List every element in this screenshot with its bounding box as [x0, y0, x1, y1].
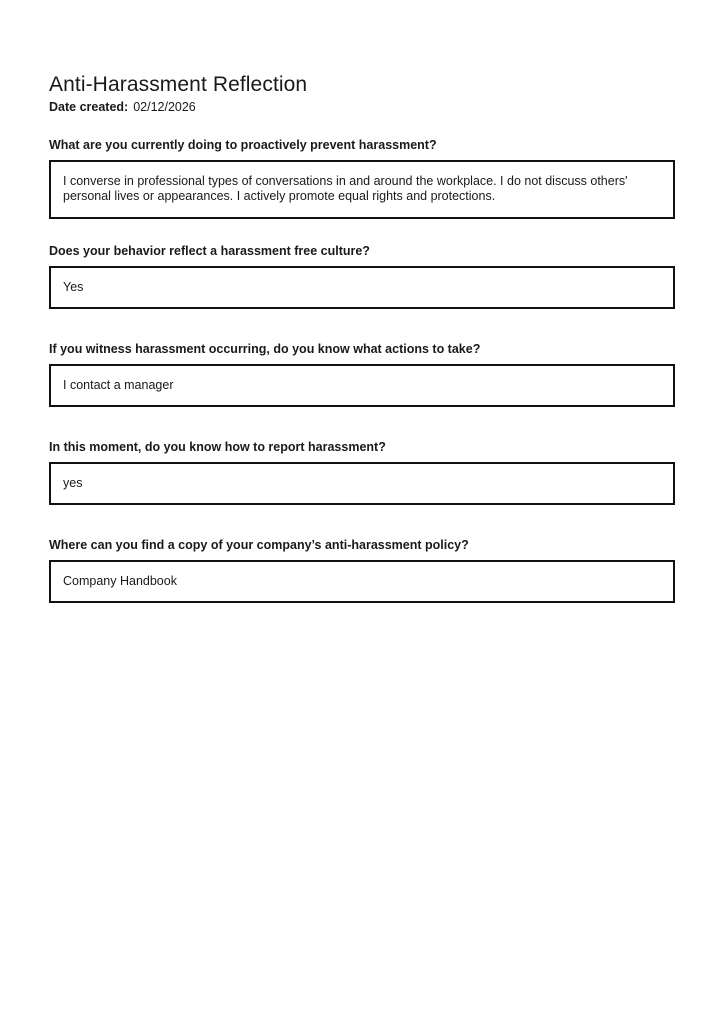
document-page — [49, 73, 675, 603]
question-label: If you witness harassment occurring, do you know what actions to take? — [49, 342, 481, 356]
question-label: Does your behavior reflect a harassment free culture? — [49, 244, 370, 258]
answer-field[interactable]: Company Handbook — [49, 560, 675, 603]
spacer — [49, 505, 675, 537]
spacer — [49, 309, 675, 341]
date-created-label: Date created: — [49, 100, 129, 114]
questions-list — [49, 137, 675, 603]
answer-field[interactable]: I converse in professional types of conversations in and around the workplace. I do not discuss others' personal lives or appearances. I actively promote equal rights and protections. — [49, 160, 675, 219]
question-block — [49, 243, 675, 309]
answer-field[interactable]: I contact a manager — [49, 364, 675, 407]
date-created-row — [49, 99, 675, 115]
answer-field[interactable]: yes — [49, 462, 675, 505]
question-label: Where can you find a copy of your company’s anti-harassment policy? — [49, 538, 469, 552]
page-title: Anti-Harassment Reflection — [49, 73, 308, 96]
date-created-value: 02/12/2026 — [133, 100, 196, 114]
answer-field[interactable]: Yes — [49, 266, 675, 309]
question-block — [49, 439, 675, 505]
spacer — [49, 219, 675, 243]
question-label: What are you currently doing to proactively prevent harassment? — [49, 138, 437, 152]
question-block — [49, 341, 675, 407]
question-label: In this moment, do you know how to report harassment? — [49, 440, 386, 454]
question-block — [49, 537, 675, 603]
question-block — [49, 137, 675, 219]
spacer — [49, 407, 675, 439]
